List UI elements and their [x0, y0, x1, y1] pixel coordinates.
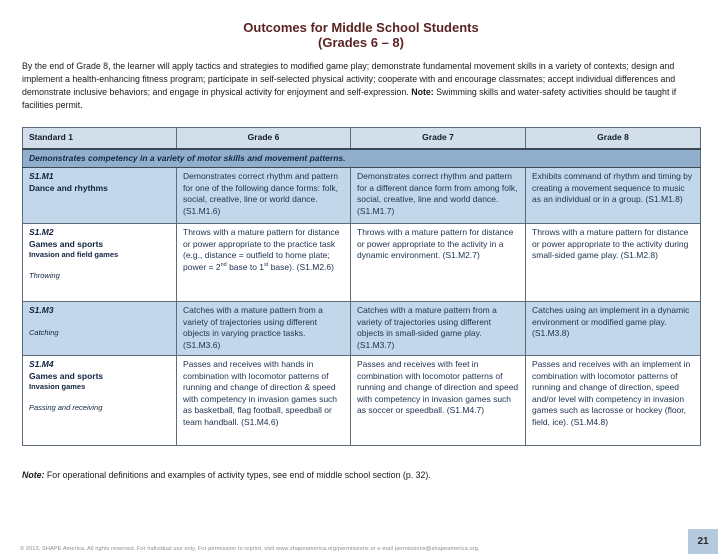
standard-subname: Invasion and field games	[29, 250, 119, 259]
standard-cell-s1m3	[23, 302, 177, 356]
grade6-cell-s1m1: Demonstrates correct rhythm and pattern for one of the following dance forms: folk, social, creative, line or world dance. (S1.M1.6)	[177, 168, 351, 224]
header-grade-6: Grade 6	[177, 128, 351, 149]
table-header-row	[23, 128, 701, 149]
ordinal-superscript: st	[264, 261, 269, 268]
standard-code: S1.M4	[29, 359, 54, 369]
grade6-cell-s1m4: Passes and receives with hands in combination with locomotor patterns of running and change of direction & speed with competency in invasion games such as basketball, flag football, speedball or team handball. (S1.M4.6)	[177, 356, 351, 446]
footnote-label: Note:	[22, 470, 45, 480]
footnote-text: For operational definitions and examples of activity types, see end of middle school section (p. 32).	[44, 470, 431, 480]
standard-code: S1.M3	[29, 305, 54, 315]
grade6-text: Throws with a mature pattern for distance or power appropriate to the practice task (e.g., distance = outfield to home plate; power = 2	[183, 227, 340, 272]
grade8-cell-s1m3: Catches using an implement in a dynamic environment or modified game play. (S1.M3.8)	[526, 302, 701, 356]
page-number-badge: 21	[688, 529, 718, 554]
table-row-s1m1	[23, 168, 701, 224]
table-row-s1m3	[23, 302, 701, 356]
standard-activity: Throwing	[29, 271, 60, 280]
standard-activity: Catching	[29, 327, 59, 337]
standard-cell-s1m4	[23, 356, 177, 446]
grade7-cell-s1m3: Catches with a mature pattern from a variety of trajectories using different objects in small-sided game play. (S1.M3.7)	[351, 302, 526, 356]
grade6-text: base to 1	[226, 261, 265, 272]
section-header-row	[23, 149, 701, 168]
copyright-line: © 2013, SHAPE America. All rights reserved. For individual use only. For permission to reprint, visit www.shapeamerica.org/permissions or e-mail permissions@shapeamerica.org.	[20, 546, 480, 552]
standard-activity: Passing and receiving	[29, 403, 103, 412]
table-row-s1m4	[23, 356, 701, 446]
section-header-text: Demonstrates competency in a variety of motor skills and movement patterns.	[23, 149, 701, 168]
standard-name: Games and sports	[29, 238, 104, 249]
intro-note-label: Note:	[411, 87, 434, 97]
header-standard-1: Standard 1	[23, 128, 177, 149]
table-row-s1m2	[23, 224, 701, 302]
header-grade-7: Grade 7	[351, 128, 526, 149]
grade8-cell-s1m2: Throws with a mature pattern for distance or power appropriate to the activity during small-sided game play. (S1.M2.8)	[526, 224, 701, 302]
header-grade-8: Grade 8	[526, 128, 701, 149]
intro-paragraph	[22, 60, 700, 112]
intro-text: By the end of Grade 8, the learner will apply tactics and strategies to modified game play; demonstrate fundamental movement skills in a variety of contexts; design and implement a health-enhancing fitness program; participate in self-selected physical activity; cooperate with and encourage classmates; accept individual differences and demonstrate inclusive behaviors; and engage in physical activity for enjoyment and self-expression.	[22, 61, 676, 97]
standard-name: Dance and rhythms	[29, 182, 108, 193]
grade6-text: base). (S1.M2.6)	[268, 261, 334, 272]
grade6-cell-s1m2	[177, 224, 351, 302]
standard-name: Games and sports	[29, 370, 104, 381]
intro-note-text: Swimming skills and water-safety activities should be taught if facilities permit.	[22, 87, 677, 110]
grade8-cell-s1m1: Exhibits command of rhythm and timing by creating a movement sequence to music as an individual or in a group. (S1.M1.8)	[526, 168, 701, 224]
footnote	[22, 469, 700, 482]
standard-cell-s1m1	[23, 168, 177, 224]
ordinal-superscript: nd	[220, 261, 227, 268]
grade8-cell-s1m4: Passes and receives with an implement in combination with locomotor patterns of running and change of direction, speed and/or level with competency in invasion games such as lacrosse or hockey (floor, field, ice). (S1.M4.8)	[526, 356, 701, 446]
standard-cell-s1m2	[23, 224, 177, 302]
grade6-cell-s1m3: Catches with a mature pattern from a variety of trajectories using different objects in varying practice tasks. (S1.M3.6)	[177, 302, 351, 356]
grade7-cell-s1m2: Throws with a mature pattern for distance or power appropriate to the activity in a dynamic environment. (S1.M2.7)	[351, 224, 526, 302]
standard-code: S1.M2	[29, 227, 54, 237]
document-title	[22, 20, 700, 50]
page-content	[22, 0, 700, 482]
standard-subname: Invasion games	[29, 382, 86, 391]
outcomes-table	[22, 127, 701, 446]
grade7-cell-s1m1: Demonstrates correct rhythm and pattern for a different dance form from among folk, social, creative, line and world dance. (S1.M1.7)	[351, 168, 526, 224]
title-line-1: Outcomes for Middle School Students	[243, 20, 479, 35]
standard-code: S1.M1	[29, 171, 54, 181]
title-line-2: (Grades 6 – 8)	[318, 35, 404, 50]
grade7-cell-s1m4: Passes and receives with feet in combination with locomotor patterns of running and change of direction and speed with competency in invasion games such as soccer or speedball. (S1.M4.7)	[351, 356, 526, 446]
